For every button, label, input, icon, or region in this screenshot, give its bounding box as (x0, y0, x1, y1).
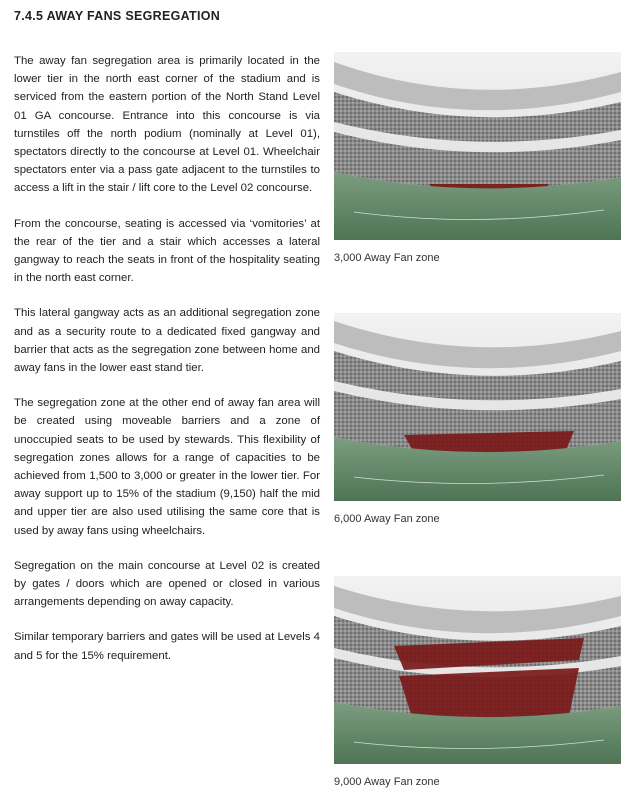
paragraph-3: This lateral gangway acts as an additional segregation zone and as a security route to a dedicated fixed gangway and barrier that acts as the segregation zone between home and away fans in the lower east stand tier. (14, 307, 320, 375)
paragraph-1: The away fan segregation area is primarily located in the lower tier in the north east corner of the stadium and is serviced from the eastern portion of the North Stand Level 01 GA concourse. Entrance into this concourse is via turnstiles off the north podium (nominally at Level 01), spectators directly to the concourse at Level 01. Wheelchair spectators enter via a pass gate adjacent to the turnstiles to access a lift in the stair / lift core to the Level 02 concourse. (14, 55, 320, 195)
figure-3000 (334, 52, 621, 264)
paragraph-5: Segregation on the main concourse at Level 02 is created by gates / doors which are opened or closed in various arrangements depending on away capacity. (14, 559, 320, 609)
figure-9000 (334, 576, 621, 788)
figure-caption: 6,000 Away Fan zone (334, 513, 440, 525)
paragraph-2: From the concourse, seating is accessed via ‘vomitories’ at the rear of the tier and a stair which accesses a lateral gangway to reach the seats in front of the hospitality seating in the north east corner. (14, 217, 320, 285)
figure-caption: 3,000 Away Fan zone (334, 252, 440, 264)
figure-caption: 9,000 Away Fan zone (334, 776, 440, 788)
stadium-render-6000 (334, 313, 621, 501)
stadium-render-3000 (334, 52, 621, 240)
section-title: 7.4.5 AWAY FANS SEGREGATION (14, 9, 221, 23)
body-text (14, 52, 320, 665)
figure-6000 (334, 313, 621, 525)
paragraph-4: The segregation zone at the other end of away fan area will be created using moveable barriers and a zone of unoccupied seats to be used by stewards. This flexibility of segregation zones allows for a range of capacities to be achieved from 1,500 to 3,000 or greater in the lower tier. For away support up to 15% of the stadium (9,150) half the mid and upper tier are also used utilising the same core that is used by away fans using wheelchairs. (14, 397, 320, 537)
paragraph-6: Similar temporary barriers and gates will be used at Levels 4 and 5 for the 15% requirement. (14, 631, 320, 662)
stadium-render-9000 (334, 576, 621, 764)
